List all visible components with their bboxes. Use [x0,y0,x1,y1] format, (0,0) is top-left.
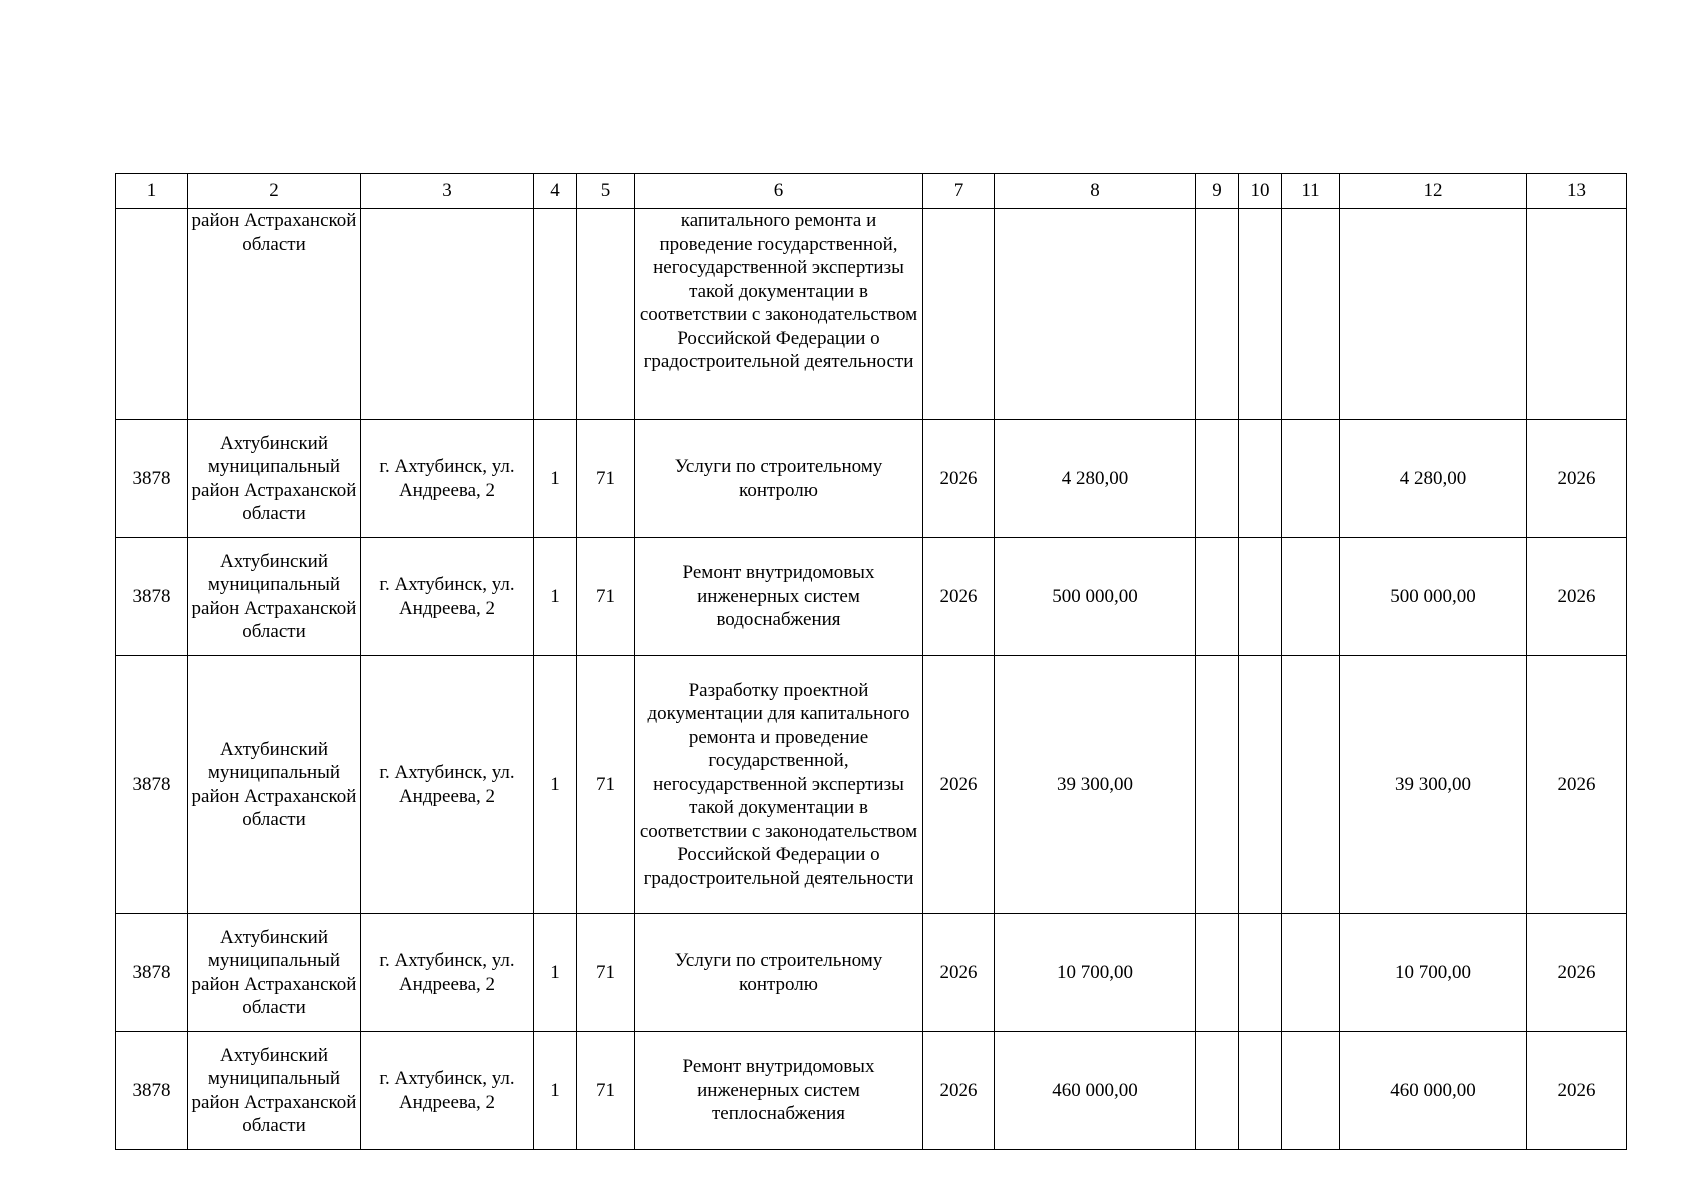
col-4-value: 1 [534,1032,577,1150]
cell [995,209,1196,420]
cell [361,209,534,420]
cell [1196,209,1239,420]
address: г. Ахтубинск, ул. Андреева, 2 [361,420,534,538]
cell [1340,209,1527,420]
col-9-value [1196,914,1239,1032]
address: г. Ахтубинск, ул. Андреева, 2 [361,538,534,656]
header-cell-13: 13 [1527,174,1627,209]
fund-cost: 500 000,00 [1340,538,1527,656]
registry-number: 3878 [116,420,188,538]
municipality: Ахтубинский муниципальный район Астраханской области [188,538,361,656]
total-cost: 4 280,00 [995,420,1196,538]
registry-number: 3878 [116,914,188,1032]
col-9-value [1196,420,1239,538]
year: 2026 [923,1032,995,1150]
capital-repair-table [115,173,1627,1150]
fund-cost: 460 000,00 [1340,1032,1527,1150]
header-cell-2: 2 [188,174,361,209]
table-row [116,656,1627,914]
cell [534,209,577,420]
col-9-value [1196,1032,1239,1150]
col-11-value [1282,420,1340,538]
cell [116,209,188,420]
col-9-value [1196,538,1239,656]
cell [1239,209,1282,420]
col-11-value [1282,538,1340,656]
col-10-value [1239,1032,1282,1150]
table-row [116,1032,1627,1150]
fund-cost: 4 280,00 [1340,420,1527,538]
total-cost: 460 000,00 [995,1032,1196,1150]
continuation-row [116,209,1627,420]
header-cell-9: 9 [1196,174,1239,209]
col-10-value [1239,538,1282,656]
municipality: Ахтубинский муниципальный район Астраханской области [188,914,361,1032]
col-5-value: 71 [577,420,635,538]
header-cell-3: 3 [361,174,534,209]
completion-year: 2026 [1527,420,1627,538]
header-cell-12: 12 [1340,174,1527,209]
header-cell-5: 5 [577,174,635,209]
completion-year: 2026 [1527,656,1627,914]
work-type: Ремонт внутридомовых инженерных систем водоснабжения [635,538,923,656]
completion-year: 2026 [1527,914,1627,1032]
year: 2026 [923,538,995,656]
fund-cost: 10 700,00 [1340,914,1527,1032]
col-5-value: 71 [577,914,635,1032]
address: г. Ахтубинск, ул. Андреева, 2 [361,914,534,1032]
header-cell-4: 4 [534,174,577,209]
cell [923,209,995,420]
completion-year: 2026 [1527,1032,1627,1150]
col-4-value: 1 [534,914,577,1032]
address: г. Ахтубинск, ул. Андреева, 2 [361,656,534,914]
municipality-cell [188,209,361,420]
address: г. Ахтубинск, ул. Андреева, 2 [361,1032,534,1150]
cell [1527,209,1627,420]
col-11-value [1282,656,1340,914]
municipality: Ахтубинский муниципальный район Астраханской области [188,656,361,914]
table-row [116,538,1627,656]
col-10-value [1239,914,1282,1032]
table-row [116,420,1627,538]
work-type-cell [635,209,923,420]
total-cost: 500 000,00 [995,538,1196,656]
header-cell-1: 1 [116,174,188,209]
cell [1282,209,1340,420]
registry-number: 3878 [116,538,188,656]
work-type-text: капитального ремонта и проведение государственной, негосударственной экспертизы такой документации в соответствии с законодательством Российской Федерации о градостроительной деятельности [639,210,918,372]
total-cost: 10 700,00 [995,914,1196,1032]
work-type: Услуги по строительному контролю [635,420,923,538]
header-cell-11: 11 [1282,174,1340,209]
col-11-value [1282,914,1340,1032]
year: 2026 [923,914,995,1032]
col-4-value: 1 [534,420,577,538]
work-type: Разработку проектной документации для капитального ремонта и проведение государственной, негосударственной экспертизы такой документации в соответствии с законодательством Российской Федерации о градостроительной деятельности [635,656,923,914]
header-cell-10: 10 [1239,174,1282,209]
registry-number: 3878 [116,1032,188,1150]
fund-cost: 39 300,00 [1340,656,1527,914]
header-cell-8: 8 [995,174,1196,209]
registry-number: 3878 [116,656,188,914]
year: 2026 [923,420,995,538]
completion-year: 2026 [1527,538,1627,656]
col-10-value [1239,420,1282,538]
col-5-value: 71 [577,656,635,914]
header-row [116,174,1627,209]
municipality: Ахтубинский муниципальный район Астраханской области [188,1032,361,1150]
header-cell-7: 7 [923,174,995,209]
municipality-text: район Астраханской области [191,210,357,255]
total-cost: 39 300,00 [995,656,1196,914]
municipality: Ахтубинский муниципальный район Астраханской области [188,420,361,538]
work-type: Ремонт внутридомовых инженерных систем теплоснабжения [635,1032,923,1150]
col-11-value [1282,1032,1340,1150]
header-cell-6: 6 [635,174,923,209]
col-5-value: 71 [577,1032,635,1150]
col-9-value [1196,656,1239,914]
cell [577,209,635,420]
year: 2026 [923,656,995,914]
table-row [116,914,1627,1032]
col-10-value [1239,656,1282,914]
work-type: Услуги по строительному контролю [635,914,923,1032]
col-5-value: 71 [577,538,635,656]
col-4-value: 1 [534,656,577,914]
col-4-value: 1 [534,538,577,656]
